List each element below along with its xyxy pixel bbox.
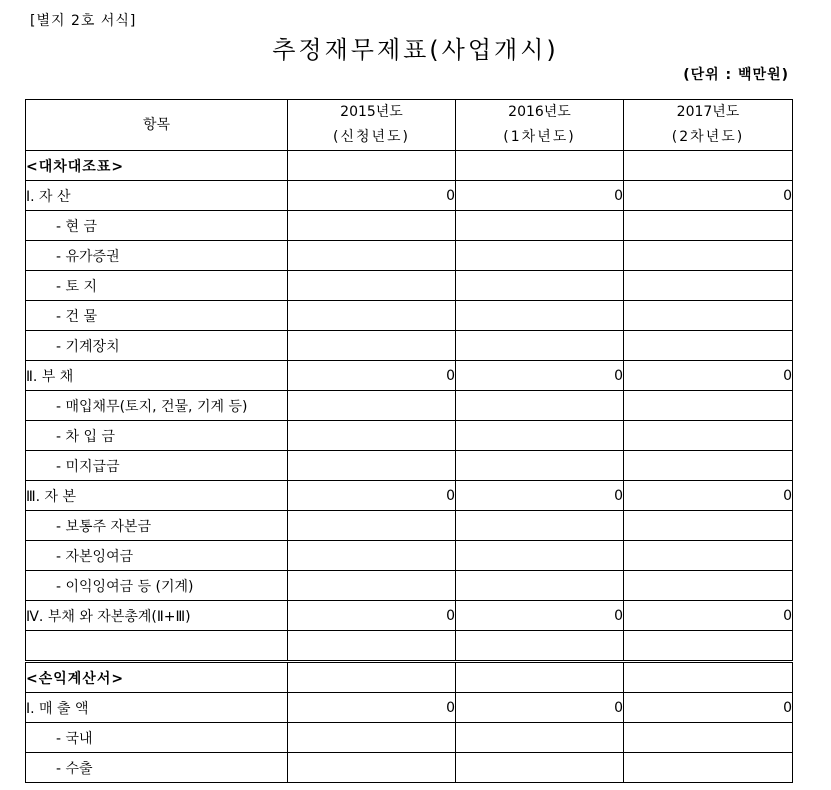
row-label: Ⅱ. 부 채: [26, 361, 288, 391]
row-label: <대차대조표>: [26, 151, 288, 181]
value-cell[interactable]: [288, 662, 456, 693]
spacer-row: [26, 631, 793, 662]
value-cell[interactable]: [456, 511, 624, 541]
value-cell[interactable]: [456, 331, 624, 361]
table-row: [26, 331, 793, 361]
table-row: [26, 241, 793, 271]
value-cell[interactable]: [456, 541, 624, 571]
value-cell[interactable]: 0: [624, 361, 793, 391]
value-cell[interactable]: 0: [624, 601, 793, 631]
row-label: - 차 입 금: [26, 421, 288, 451]
value-cell[interactable]: [288, 571, 456, 601]
value-cell[interactable]: [288, 241, 456, 271]
value-cell[interactable]: 0: [456, 181, 624, 211]
value-cell[interactable]: 0: [288, 481, 456, 511]
header-year: 2016년도: [508, 104, 571, 120]
header-item: 항목: [26, 100, 288, 151]
value-cell[interactable]: 0: [624, 481, 793, 511]
value-cell[interactable]: [456, 753, 624, 783]
value-cell[interactable]: [288, 723, 456, 753]
table-row: [26, 151, 793, 181]
value-cell[interactable]: [288, 421, 456, 451]
row-label: Ⅰ. 자 산: [26, 181, 288, 211]
row-label: - 기계장치: [26, 331, 288, 361]
table-header-row: [26, 100, 793, 151]
value-cell[interactable]: [624, 631, 793, 662]
value-cell[interactable]: [288, 753, 456, 783]
value-cell[interactable]: [288, 301, 456, 331]
row-label: Ⅰ. 매 출 액: [26, 693, 288, 723]
row-label: - 자본잉여금: [26, 541, 288, 571]
value-cell[interactable]: [288, 451, 456, 481]
row-label: - 매입채무(토지, 건물, 기계 등): [26, 391, 288, 421]
header-col-2015: [288, 100, 456, 151]
table-row: [26, 211, 793, 241]
value-cell[interactable]: [288, 631, 456, 662]
value-cell[interactable]: [456, 662, 624, 693]
value-cell[interactable]: [624, 662, 793, 693]
value-cell[interactable]: [624, 301, 793, 331]
value-cell[interactable]: [288, 151, 456, 181]
form-number-label: [별지 2호 서식]: [30, 13, 137, 29]
value-cell[interactable]: [624, 541, 793, 571]
value-cell[interactable]: [288, 391, 456, 421]
value-cell[interactable]: 0: [456, 693, 624, 723]
table-row: [26, 181, 793, 211]
table-row: [26, 693, 793, 723]
header-subtitle: (신청년도): [332, 129, 411, 145]
row-label: - 보통주 자본금: [26, 511, 288, 541]
value-cell[interactable]: [624, 391, 793, 421]
value-cell[interactable]: [624, 271, 793, 301]
value-cell[interactable]: 0: [456, 361, 624, 391]
header-year: 2015년도: [340, 104, 403, 120]
document-title: 추정재무제표(사업개시): [272, 36, 559, 64]
value-cell[interactable]: [456, 391, 624, 421]
value-cell[interactable]: [624, 571, 793, 601]
row-label: - 국내: [26, 723, 288, 753]
value-cell[interactable]: [456, 451, 624, 481]
row-label: - 현 금: [26, 211, 288, 241]
value-cell[interactable]: [624, 211, 793, 241]
value-cell[interactable]: [456, 571, 624, 601]
row-label: [26, 631, 288, 662]
row-label: Ⅲ. 자 본: [26, 481, 288, 511]
value-cell[interactable]: [624, 241, 793, 271]
value-cell[interactable]: [456, 151, 624, 181]
row-label: <손익계산서>: [26, 662, 288, 693]
value-cell[interactable]: [456, 631, 624, 662]
row-label: - 수출: [26, 753, 288, 783]
value-cell[interactable]: [624, 511, 793, 541]
value-cell[interactable]: 0: [288, 693, 456, 723]
value-cell[interactable]: [624, 753, 793, 783]
value-cell[interactable]: [288, 211, 456, 241]
header-col-2016: [456, 100, 624, 151]
value-cell[interactable]: [456, 421, 624, 451]
table-row: [26, 723, 793, 753]
row-label: - 이익잉여금 등 (기계): [26, 571, 288, 601]
value-cell[interactable]: [624, 151, 793, 181]
financial-statement-table: [25, 99, 793, 783]
table-row: [26, 391, 793, 421]
value-cell[interactable]: 0: [288, 601, 456, 631]
table-row: [26, 662, 793, 693]
value-cell[interactable]: [456, 301, 624, 331]
table-row: [26, 361, 793, 391]
value-cell[interactable]: [288, 541, 456, 571]
table-row: [26, 421, 793, 451]
value-cell[interactable]: [288, 511, 456, 541]
table-row: [26, 601, 793, 631]
table-row: [26, 753, 793, 783]
value-cell[interactable]: 0: [456, 481, 624, 511]
table-row: [26, 571, 793, 601]
header-col-2017: [624, 100, 793, 151]
value-cell[interactable]: [288, 271, 456, 301]
table-row: [26, 301, 793, 331]
value-cell[interactable]: [624, 421, 793, 451]
value-cell[interactable]: [624, 331, 793, 361]
value-cell[interactable]: 0: [624, 181, 793, 211]
table-row: [26, 511, 793, 541]
value-cell[interactable]: [456, 211, 624, 241]
value-cell[interactable]: [456, 271, 624, 301]
value-cell[interactable]: [624, 451, 793, 481]
header-subtitle: (1차년도): [503, 129, 576, 145]
row-label: - 미지급금: [26, 451, 288, 481]
value-cell[interactable]: [624, 723, 793, 753]
header-year: 2017년도: [676, 104, 740, 120]
value-cell[interactable]: 0: [624, 693, 793, 723]
table-body: [26, 151, 793, 783]
value-cell[interactable]: [288, 331, 456, 361]
row-label: Ⅳ. 부채 와 자본총계(Ⅱ+Ⅲ): [26, 601, 288, 631]
table-row: [26, 451, 793, 481]
table-row: [26, 541, 793, 571]
value-cell[interactable]: [456, 723, 624, 753]
value-cell[interactable]: 0: [288, 361, 456, 391]
table-row: [26, 271, 793, 301]
row-label: - 건 물: [26, 301, 288, 331]
row-label: - 토 지: [26, 271, 288, 301]
value-cell[interactable]: 0: [456, 601, 624, 631]
value-cell[interactable]: 0: [288, 181, 456, 211]
header-subtitle: (2차년도): [671, 129, 745, 145]
table-row: [26, 481, 793, 511]
unit-label: (단위 : 백만원): [683, 67, 789, 83]
value-cell[interactable]: [456, 241, 624, 271]
row-label: - 유가증권: [26, 241, 288, 271]
